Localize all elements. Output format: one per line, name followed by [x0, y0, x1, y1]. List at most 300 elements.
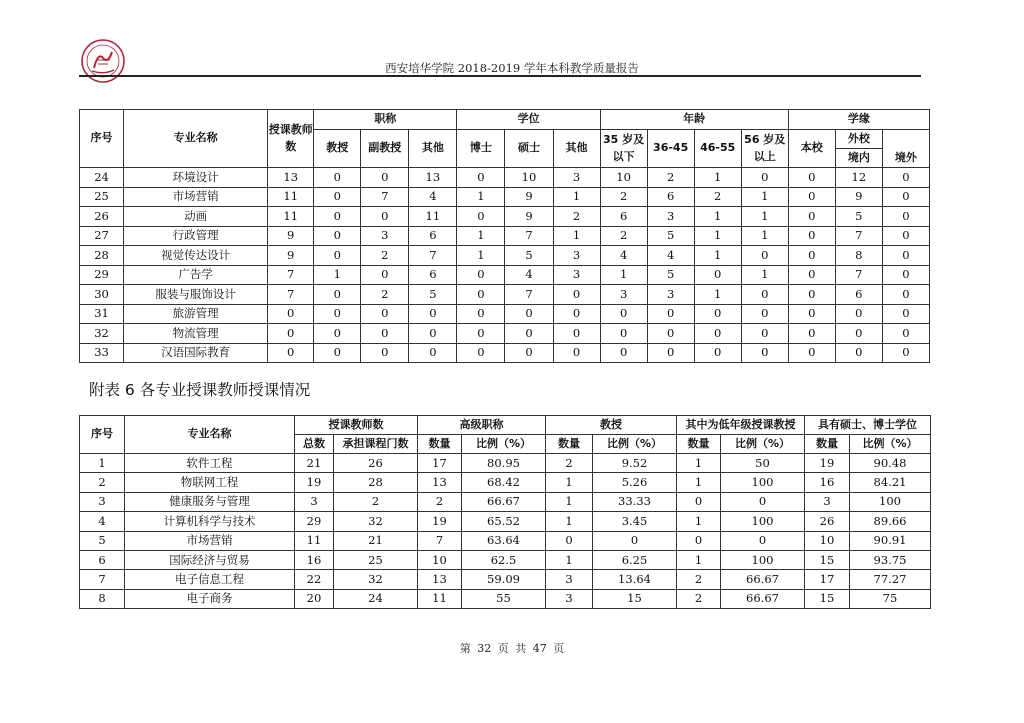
table-cell: 0 [505, 343, 553, 363]
table-cell: 62.5 [462, 550, 546, 569]
table-cell: 13 [418, 473, 462, 492]
table-cell: 5 [80, 531, 125, 550]
table-cell: 0 [788, 324, 835, 344]
table-cell: 3 [647, 207, 694, 227]
table-cell: 0 [361, 304, 409, 324]
table-cell: 0 [788, 187, 835, 207]
table-row [80, 550, 931, 569]
table-row [80, 207, 930, 227]
table-cell: 0 [835, 304, 882, 324]
table-cell: 100 [721, 512, 805, 531]
table-cell: 0 [788, 246, 835, 266]
major-name-cell: 软件工程 [125, 454, 295, 473]
table-cell: 55 [462, 589, 546, 608]
table-cell: 0 [677, 492, 721, 511]
col-teachers: 授课教师数 [268, 110, 314, 168]
table-cell: 6 [835, 285, 882, 305]
table-cell: 0 [882, 285, 929, 305]
group-degree: 学位 [457, 110, 600, 130]
major-name-cell: 环境设计 [124, 168, 268, 188]
table-cell: 20 [295, 589, 334, 608]
table-row [80, 246, 930, 266]
table-cell: 63.64 [462, 531, 546, 550]
col-origin-abroad [882, 130, 929, 168]
group-senior-title: 高级职称 [418, 416, 546, 435]
table-cell: 0 [361, 343, 409, 363]
major-name-cell: 电子信息工程 [125, 570, 295, 589]
table-row [80, 570, 931, 589]
table-cell: 0 [835, 324, 882, 344]
table-cell: 0 [593, 531, 677, 550]
table-cell: 1 [741, 265, 788, 285]
table-cell: 5.26 [593, 473, 677, 492]
group-age: 年龄 [600, 110, 788, 130]
table-cell: 89.66 [850, 512, 931, 531]
group-title: 职称 [314, 110, 457, 130]
table-cell: 3 [295, 492, 334, 511]
table-cell: 0 [409, 304, 457, 324]
table-cell: 19 [805, 454, 850, 473]
table-cell: 15 [593, 589, 677, 608]
col-associate-professor: 副教授 [361, 130, 409, 168]
table-cell: 0 [409, 343, 457, 363]
col-major: 专业名称 [125, 416, 295, 454]
table-cell: 7 [409, 246, 457, 266]
col-master: 硕士 [505, 130, 553, 168]
table-cell: 90.91 [850, 531, 931, 550]
table-cell: 0 [314, 168, 361, 188]
table-row [80, 226, 930, 246]
table-cell: 0 [457, 304, 505, 324]
table-cell: 0 [361, 168, 409, 188]
table-cell: 0 [788, 304, 835, 324]
table-cell: 65.52 [462, 512, 546, 531]
table-cell: 0 [314, 207, 361, 227]
table-cell: 2 [677, 570, 721, 589]
table-cell: 0 [882, 187, 929, 207]
col-major: 专业名称 [124, 110, 268, 168]
table-cell: 0 [835, 343, 882, 363]
table-cell: 0 [457, 207, 505, 227]
table-cell: 1 [600, 265, 647, 285]
table-cell: 0 [268, 324, 314, 344]
table-cell: 27 [80, 226, 124, 246]
table-cell: 7 [268, 285, 314, 305]
col-origin-abroad-label: 境外 [894, 151, 917, 164]
table-cell: 13 [409, 168, 457, 188]
table-cell: 0 [409, 324, 457, 344]
table-cell: 0 [882, 343, 929, 363]
table6-caption: 附表 6 各专业授课教师授课情况 [89, 381, 311, 399]
col-phd: 博士 [457, 130, 505, 168]
table-cell: 9 [835, 187, 882, 207]
table-cell: 3 [647, 285, 694, 305]
table-cell: 11 [418, 589, 462, 608]
table-cell: 0 [694, 265, 741, 285]
header-divider [79, 75, 921, 77]
table-cell: 13.64 [593, 570, 677, 589]
table-cell: 0 [600, 343, 647, 363]
table-cell: 2 [418, 492, 462, 511]
table-cell: 0 [694, 343, 741, 363]
page-footer: 第 32 页 共 47 页 [459, 642, 565, 655]
table-cell: 0 [553, 343, 600, 363]
table-cell: 0 [882, 207, 929, 227]
table-cell: 75 [850, 589, 931, 608]
table-row [80, 304, 930, 324]
table-cell: 1 [694, 226, 741, 246]
table-row [80, 324, 930, 344]
table-cell: 33 [80, 343, 124, 363]
table-cell: 9 [505, 187, 553, 207]
table-cell: 0 [788, 265, 835, 285]
major-name-cell: 视觉传达设计 [124, 246, 268, 266]
table-cell: 2 [694, 187, 741, 207]
table-cell: 3 [600, 285, 647, 305]
major-name-cell: 市场营销 [124, 187, 268, 207]
table-cell: 30 [80, 285, 124, 305]
table-cell: 3 [553, 168, 600, 188]
col-title-other: 其他 [409, 130, 457, 168]
table-cell: 2 [600, 187, 647, 207]
table-cell: 0 [268, 304, 314, 324]
table-cell: 10 [505, 168, 553, 188]
table-cell: 0 [457, 324, 505, 344]
table-cell: 0 [505, 304, 553, 324]
table-cell: 0 [882, 246, 929, 266]
table-row [80, 168, 930, 188]
table-cell: 7 [361, 187, 409, 207]
table-cell: 32 [334, 570, 418, 589]
major-name-cell: 广告学 [124, 265, 268, 285]
table-cell: 26 [80, 207, 124, 227]
table-cell: 8 [835, 246, 882, 266]
table-cell: 0 [788, 207, 835, 227]
major-name-cell: 计算机科学与技术 [125, 512, 295, 531]
table-cell: 25 [80, 187, 124, 207]
table-cell: 1 [546, 473, 593, 492]
table-cell: 6.25 [593, 550, 677, 569]
table-cell: 0 [788, 343, 835, 363]
table-cell: 15 [805, 550, 850, 569]
table-cell: 6 [647, 187, 694, 207]
table-cell: 0 [694, 324, 741, 344]
table-cell: 93.75 [850, 550, 931, 569]
table-cell: 2 [600, 226, 647, 246]
table-cell: 0 [721, 531, 805, 550]
table-cell: 0 [741, 168, 788, 188]
table-cell: 0 [314, 285, 361, 305]
table-cell: 5 [505, 246, 553, 266]
table-cell: 0 [882, 168, 929, 188]
table-cell: 6 [409, 265, 457, 285]
col-seq: 序号 [80, 416, 125, 454]
table-cell: 1 [546, 550, 593, 569]
col-degree-ratio: 比例（%） [850, 435, 931, 454]
table-cell: 5 [409, 285, 457, 305]
col-courses: 承担课程门数 [334, 435, 418, 454]
table-cell: 0 [741, 285, 788, 305]
table-cell: 7 [835, 226, 882, 246]
table-cell: 3.45 [593, 512, 677, 531]
table-cell: 0 [741, 343, 788, 363]
table-cell: 5 [647, 226, 694, 246]
table-cell: 1 [457, 226, 505, 246]
group-origin: 学缘 [788, 110, 929, 130]
table-cell: 0 [361, 265, 409, 285]
table-cell: 2 [647, 168, 694, 188]
major-name-cell: 服装与服饰设计 [124, 285, 268, 305]
table-cell: 100 [850, 492, 931, 511]
table-cell: 0 [677, 531, 721, 550]
table-cell: 0 [882, 324, 929, 344]
table-cell: 9 [505, 207, 553, 227]
table-cell: 1 [741, 226, 788, 246]
table-cell: 21 [334, 531, 418, 550]
table-cell: 0 [314, 324, 361, 344]
major-name-cell: 国际经济与贸易 [125, 550, 295, 569]
major-name-cell: 物流管理 [124, 324, 268, 344]
table-cell: 11 [268, 207, 314, 227]
table-cell: 0 [314, 246, 361, 266]
faculty-structure-table [79, 109, 930, 363]
major-name-cell: 电子商务 [125, 589, 295, 608]
table-cell: 7 [505, 285, 553, 305]
table-cell: 1 [694, 168, 741, 188]
table-cell: 1 [741, 207, 788, 227]
table-cell: 0 [600, 304, 647, 324]
table-cell: 5 [835, 207, 882, 227]
major-name-cell: 动画 [124, 207, 268, 227]
table-cell: 1 [553, 226, 600, 246]
page-header-title: 西安培华学院 2018-2019 学年本科教学质量报告 [385, 61, 639, 75]
table-cell: 1 [677, 550, 721, 569]
table-cell: 0 [546, 531, 593, 550]
table-cell: 0 [600, 324, 647, 344]
table-cell: 26 [805, 512, 850, 531]
table-cell: 4 [80, 512, 125, 531]
table-cell: 0 [314, 304, 361, 324]
table-cell: 2 [361, 285, 409, 305]
table-cell: 4 [409, 187, 457, 207]
table-cell: 17 [805, 570, 850, 589]
table-cell: 9 [268, 246, 314, 266]
table-cell: 1 [694, 285, 741, 305]
table-row [80, 512, 931, 531]
table-cell: 0 [741, 246, 788, 266]
major-name-cell: 健康服务与管理 [125, 492, 295, 511]
table-cell: 0 [741, 304, 788, 324]
table-cell: 77.27 [850, 570, 931, 589]
group-teachers: 授课教师数 [295, 416, 418, 435]
major-name-cell: 物联网工程 [125, 473, 295, 492]
teaching-load-table [79, 415, 931, 609]
col-age-36-45: 36-45 [647, 130, 694, 168]
major-name-cell: 市场营销 [125, 531, 295, 550]
table-cell: 0 [788, 168, 835, 188]
table-cell: 2 [334, 492, 418, 511]
table-cell: 80.95 [462, 454, 546, 473]
table-cell: 17 [418, 454, 462, 473]
table-cell: 1 [741, 187, 788, 207]
table-cell: 28 [80, 246, 124, 266]
table-cell: 11 [409, 207, 457, 227]
table-cell: 7 [80, 570, 125, 589]
table-cell: 100 [721, 473, 805, 492]
table-row [80, 492, 931, 511]
table-cell: 0 [361, 324, 409, 344]
group-lower-grade-professor: 其中为低年级授课教授 [677, 416, 805, 435]
col-seq: 序号 [80, 110, 124, 168]
table-cell: 0 [647, 343, 694, 363]
table-cell: 2 [677, 589, 721, 608]
col-degree-other: 其他 [553, 130, 600, 168]
table-cell: 1 [457, 246, 505, 266]
col-origin-local: 本校 [788, 130, 835, 168]
table-cell: 0 [721, 492, 805, 511]
table-cell: 4 [647, 246, 694, 266]
table-cell: 90.48 [850, 454, 931, 473]
table-cell: 25 [334, 550, 418, 569]
table-cell: 50 [721, 454, 805, 473]
table-cell: 84.21 [850, 473, 931, 492]
col-total: 总数 [295, 435, 334, 454]
table-cell: 32 [334, 512, 418, 531]
table-cell: 0 [314, 187, 361, 207]
table-cell: 3 [553, 246, 600, 266]
table-row [80, 454, 931, 473]
table-cell: 7 [418, 531, 462, 550]
table-cell: 6 [600, 207, 647, 227]
major-name-cell: 行政管理 [124, 226, 268, 246]
table-row [80, 531, 931, 550]
table-cell: 10 [600, 168, 647, 188]
table-cell: 11 [295, 531, 334, 550]
major-name-cell: 旅游管理 [124, 304, 268, 324]
table-cell: 1 [80, 454, 125, 473]
table-cell: 8 [80, 589, 125, 608]
table-cell: 0 [882, 304, 929, 324]
col-prof-count: 数量 [546, 435, 593, 454]
group-professor: 教授 [546, 416, 677, 435]
table-cell: 1 [314, 265, 361, 285]
table-row [80, 473, 931, 492]
table-cell: 3 [553, 265, 600, 285]
table-cell: 1 [694, 207, 741, 227]
table-cell: 2 [553, 207, 600, 227]
table-row [80, 589, 931, 608]
table-row [80, 285, 930, 305]
table-cell: 13 [268, 168, 314, 188]
table-cell: 0 [553, 285, 600, 305]
table-cell: 0 [882, 265, 929, 285]
table-cell: 7 [268, 265, 314, 285]
table-cell: 0 [505, 324, 553, 344]
col-age-over-56: 56 岁及以上 [741, 130, 788, 168]
col-senior-count: 数量 [418, 435, 462, 454]
group-master-phd: 具有硕士、博士学位 [805, 416, 931, 435]
table-cell: 0 [647, 324, 694, 344]
table-cell: 9 [268, 226, 314, 246]
table-cell: 0 [553, 304, 600, 324]
col-senior-ratio: 比例（%） [462, 435, 546, 454]
table-cell: 0 [882, 226, 929, 246]
table-cell: 4 [505, 265, 553, 285]
table-cell: 24 [334, 589, 418, 608]
table-cell: 1 [553, 187, 600, 207]
table-cell: 2 [546, 454, 593, 473]
table-cell: 0 [457, 168, 505, 188]
col-age-under-35: 35 岁及以下 [600, 130, 647, 168]
table-cell: 10 [805, 531, 850, 550]
table-cell: 2 [80, 473, 125, 492]
table-cell: 33.33 [593, 492, 677, 511]
table-cell: 0 [788, 226, 835, 246]
table-cell: 6 [80, 550, 125, 569]
table-cell: 1 [677, 454, 721, 473]
table-cell: 0 [553, 324, 600, 344]
col-prof-ratio: 比例（%） [593, 435, 677, 454]
table-cell: 3 [361, 226, 409, 246]
table-cell: 66.67 [721, 589, 805, 608]
table-cell: 19 [418, 512, 462, 531]
table-cell: 1 [677, 473, 721, 492]
col-origin-outside [835, 130, 882, 168]
col-lower-count: 数量 [677, 435, 721, 454]
table-cell: 4 [600, 246, 647, 266]
col-age-46-55: 46-55 [694, 130, 741, 168]
table-cell: 28 [334, 473, 418, 492]
table-cell: 12 [835, 168, 882, 188]
table-cell: 1 [677, 512, 721, 531]
table-cell: 16 [295, 550, 334, 569]
table-cell: 100 [721, 550, 805, 569]
table-row [80, 187, 930, 207]
table-cell: 31 [80, 304, 124, 324]
table-cell: 0 [694, 304, 741, 324]
table-cell: 66.67 [462, 492, 546, 511]
table-cell: 1 [694, 246, 741, 266]
table-cell: 0 [788, 285, 835, 305]
table-cell: 0 [314, 226, 361, 246]
table-cell: 3 [805, 492, 850, 511]
table-cell: 1 [457, 187, 505, 207]
col-origin-domestic: 境内 [847, 151, 870, 164]
table-cell: 7 [835, 265, 882, 285]
table-cell: 1 [546, 512, 593, 531]
table-cell: 29 [295, 512, 334, 531]
table-cell: 32 [80, 324, 124, 344]
col-lower-ratio: 比例（%） [721, 435, 805, 454]
major-name-cell: 汉语国际教育 [124, 343, 268, 363]
table-cell: 0 [268, 343, 314, 363]
table-cell: 3 [546, 589, 593, 608]
table-cell: 16 [805, 473, 850, 492]
col-degree-count: 数量 [805, 435, 850, 454]
table-cell: 0 [647, 304, 694, 324]
table-cell: 0 [457, 343, 505, 363]
table-cell: 66.67 [721, 570, 805, 589]
table-cell: 0 [457, 285, 505, 305]
table-cell: 7 [505, 226, 553, 246]
table-cell: 29 [80, 265, 124, 285]
table-cell: 9.52 [593, 454, 677, 473]
table-cell: 10 [418, 550, 462, 569]
table-cell: 2 [361, 246, 409, 266]
table-cell: 6 [409, 226, 457, 246]
table-cell: 24 [80, 168, 124, 188]
table-cell: 0 [361, 207, 409, 227]
